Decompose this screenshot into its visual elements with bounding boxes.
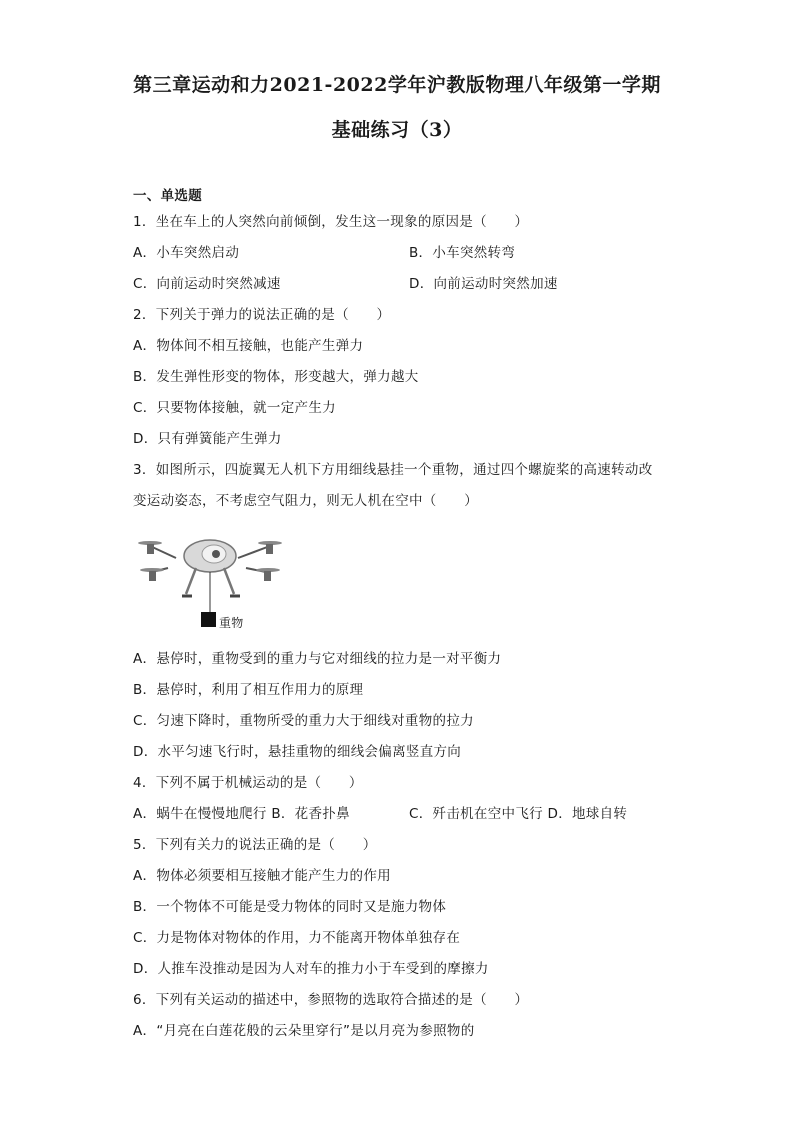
question-3-stem-line2: 变运动姿态，不考虑空气阻力，则无人机在空中（ ） <box>133 493 478 509</box>
q2-option-a: A．物体间不相互接触，也能产生弹力 <box>133 338 364 354</box>
question-2-stem: 2．下列关于弹力的说法正确的是（ ） <box>133 307 391 323</box>
section-heading: 一、单选题 <box>133 188 202 204</box>
figure-label-weight: 重物 <box>219 616 244 630</box>
q3-option-a: A．悬停时，重物受到的重力与它对细线的拉力是一对平衡力 <box>133 651 502 667</box>
question-6-stem: 6．下列有关运动的描述中，参照物的选取符合描述的是（ ） <box>133 992 529 1008</box>
weight-block <box>201 612 216 627</box>
q5-option-b: B．一个物体不可能是受力物体的同时又是施力物体 <box>133 899 447 915</box>
q2-option-c: C．只要物体接触，就一定产生力 <box>133 400 336 416</box>
q1-option-c: C．向前运动时突然减速 <box>133 276 281 292</box>
question-4-stem: 4．下列不属于机械运动的是（ ） <box>133 775 363 791</box>
q5-option-c: C．力是物体对物体的作用，力不能离开物体单独存在 <box>133 930 461 946</box>
q3-option-c: C．匀速下降时，重物所受的重力大于细线对重物的拉力 <box>133 713 474 729</box>
q5-option-d: D．人推车没推动是因为人对车的推力小于车受到的摩擦力 <box>133 961 489 977</box>
q3-option-b: B．悬停时，利用了相互作用力的原理 <box>133 682 364 698</box>
q2-option-d: D．只有弹簧能产生弹力 <box>133 431 282 447</box>
question-3-stem-line1: 3．如图所示，四旋翼无人机下方用细线悬挂一个重物，通过四个螺旋桨的高速转动改 <box>133 462 653 478</box>
doc-title-line1: 第三章运动和力2021-2022学年沪教版物理八年级第一学期 <box>133 74 661 96</box>
q4-options-cd: C．歼击机在空中飞行 D．地球自转 <box>409 806 628 822</box>
q2-option-b: B．发生弹性形变的物体，形变越大，弹力越大 <box>133 369 419 385</box>
q1-option-a: A．小车突然启动 <box>133 245 240 261</box>
q1-option-d: D．向前运动时突然加速 <box>409 276 558 292</box>
question-1-stem: 1．坐在车上的人突然向前倾倒，发生这一现象的原因是（ ） <box>133 214 529 230</box>
q5-option-a: A．物体必须要相互接触才能产生力的作用 <box>133 868 391 884</box>
q1-option-b: B．小车突然转弯 <box>409 245 516 261</box>
q3-option-d: D．水平匀速飞行时，悬挂重物的细线会偏离竖直方向 <box>133 744 462 760</box>
question-5-stem: 5．下列有关力的说法正确的是（ ） <box>133 837 377 853</box>
q4-options-ab: A．蜗牛在慢慢地爬行 B．花香扑鼻 <box>133 806 350 822</box>
q6-option-a: A．“月亮在白莲花般的云朵里穿行”是以月亮为参照物的 <box>133 1023 475 1039</box>
drone-figure <box>138 528 283 633</box>
doc-title-line2: 基础练习（3） <box>331 119 463 141</box>
